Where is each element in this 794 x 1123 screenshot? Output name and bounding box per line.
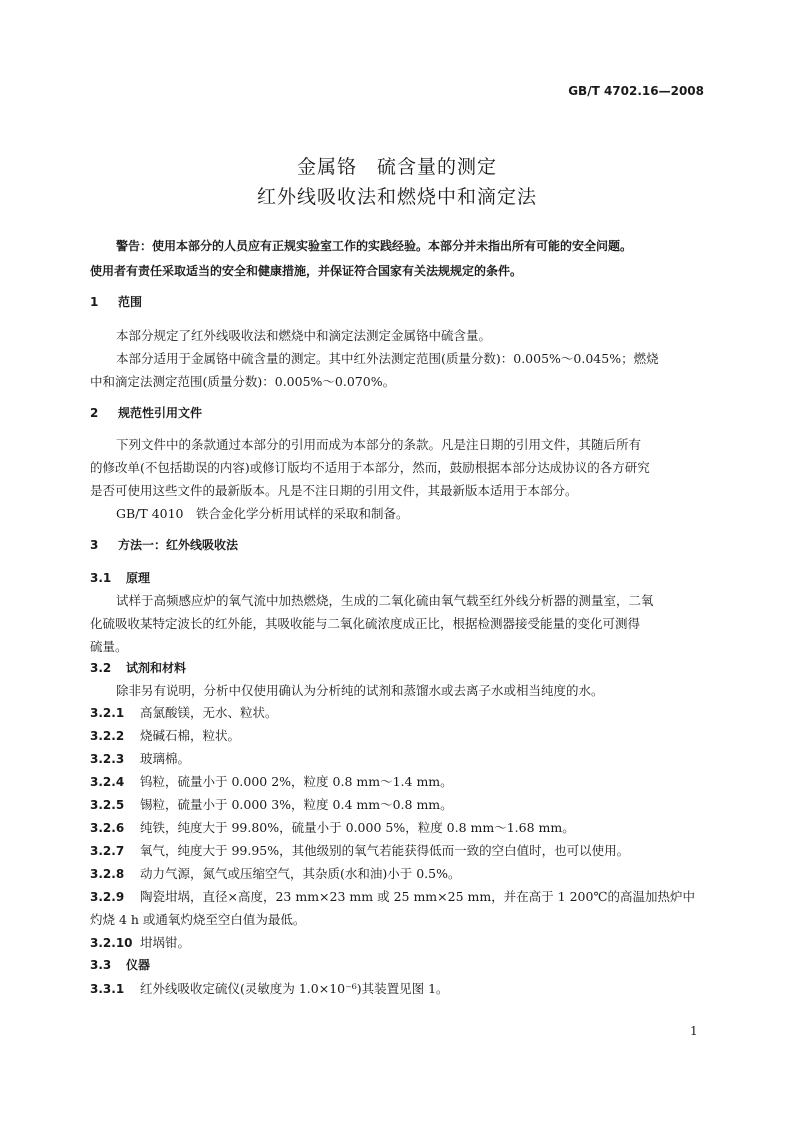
subsection-3-2-heading <box>90 659 186 676</box>
paragraph-cont: 硫量。 <box>90 639 128 654</box>
list-item-cont: 灼烧 4 h 或通氧灼烧至空白值为最低。 <box>90 912 306 927</box>
item-text: 氧气，纯度大于 99.95%，其他级别的氧气若能获得低而一致的空白值时，也可以使用。 <box>140 843 630 858</box>
list-item <box>90 795 453 813</box>
list-item <box>90 703 278 721</box>
section-number: 1 <box>90 295 99 309</box>
item-text: 钨粒，硫量小于 0.000 2%，粒度 0.8 mm～1.4 mm。 <box>140 774 453 789</box>
item-number: 3.2.4 <box>90 775 125 789</box>
item-text: 动力气源，氮气或压缩空气，其杂质(水和油)小于 0.5%。 <box>140 866 461 881</box>
paragraph: 试样于高频感应炉的氧气流中加热燃烧，生成的二氧化硫由氧气载至红外线分析器的测量室，二氧 <box>116 593 654 608</box>
warning-line2: 使用者有责任采取适当的安全和健康措施，并保证符合国家有关法规规定的条件。 <box>90 264 523 278</box>
document-title-line2: 红外线吸收法和燃烧中和滴定法 <box>256 186 537 208</box>
section-title: 仪器 <box>126 958 151 972</box>
list-item <box>90 841 629 859</box>
page-number: 1 <box>690 1024 698 1038</box>
list-item <box>90 749 190 767</box>
list-item <box>90 818 575 836</box>
section-title: 范围 <box>118 295 143 309</box>
subsection-3-1-heading <box>90 569 150 586</box>
section-2-heading <box>90 404 202 421</box>
warning-line1: 警告：使用本部分的人员应有正规实验室工作的实践经验。本部分并未指出所有可能的安全问题。 <box>116 239 633 253</box>
paragraph-cont: 中和滴定法测定范围(质量分数)：0.005%～0.070%。 <box>90 374 396 389</box>
item-number: 3.2.3 <box>90 752 125 766</box>
paragraph-cont: 化硫吸收某特定波长的红外能，其吸收能与二氧化硫浓度成正比，根据检测器接受能量的变化可测得 <box>90 616 641 631</box>
paragraph: 本部分规定了红外线吸收法和燃烧中和滴定法测定金属铬中硫含量。 <box>116 328 492 343</box>
list-item <box>90 979 449 997</box>
item-number: 3.2.7 <box>90 844 125 858</box>
section-number: 3.3 <box>90 958 112 972</box>
paragraph-cont: 的修改单(不包括勘误的内容)或修订版均不适用于本部分，然而，鼓励根据本部分达成协议的各方研究 <box>90 460 650 475</box>
subsection-3-3-heading <box>90 956 150 973</box>
paragraph-cont: 是否可使用这些文件的最新版本。凡是不注日期的引用文件，其最新版本适用于本部分。 <box>90 483 578 498</box>
item-number: 3.3.1 <box>90 982 125 996</box>
section-3-heading <box>90 536 238 553</box>
item-number: 3.2.9 <box>90 890 125 904</box>
section-number: 3 <box>90 538 99 552</box>
item-text: 陶瓷坩埚，直径×高度，23 mm×23 mm 或 25 mm×25 mm，并在高于 1 200℃的高温加热炉中 <box>140 889 695 904</box>
paragraph: 下列文件中的条款通过本部分的引用而成为本部分的条款。凡是注日期的引用文件，其随后所有 <box>116 437 642 452</box>
list-item <box>90 887 695 905</box>
item-number: 3.2.10 <box>90 936 133 950</box>
section-number: 2 <box>90 406 99 420</box>
section-number: 3.1 <box>90 571 112 585</box>
item-number: 3.2.8 <box>90 867 125 881</box>
item-text: 坩埚钳。 <box>140 935 191 950</box>
standard-number: GB/T 4702.16—2008 <box>568 84 704 98</box>
item-number: 3.2.5 <box>90 798 125 812</box>
normative-reference: GB/T 4010 铁合金化学分析用试样的采取和制备。 <box>116 506 409 521</box>
section-title: 试剂和材料 <box>126 661 187 675</box>
list-item <box>90 726 240 744</box>
item-number: 3.2.2 <box>90 729 125 743</box>
document-title-line1: 金属铬 硫含量的测定 <box>296 156 497 178</box>
item-text: 玻璃棉。 <box>140 751 191 766</box>
paragraph: 本部分适用于金属铬中硫含量的测定。其中红外法测定范围(质量分数)：0.005%～0.045%；燃烧 <box>116 351 659 366</box>
item-text: 高氯酸镁，无水、粒状。 <box>140 705 278 720</box>
section-title: 方法一：红外线吸收法 <box>118 538 239 552</box>
section-number: 3.2 <box>90 661 112 675</box>
section-title: 规范性引用文件 <box>118 406 203 420</box>
item-text: 红外线吸收定硫仪(灵敏度为 1.0×10⁻⁶)其装置见图 1。 <box>140 981 449 996</box>
item-number: 3.2.1 <box>90 706 125 720</box>
item-text: 锡粒，硫量小于 0.000 3%，粒度 0.4 mm～0.8 mm。 <box>140 797 453 812</box>
section-title: 原理 <box>126 571 151 585</box>
item-text: 烧碱石棉，粒状。 <box>140 728 241 743</box>
item-text: 纯铁，纯度大于 99.80%，硫量小于 0.000 5%，粒度 0.8 mm～1.68 mm。 <box>140 820 575 835</box>
section-1-heading <box>90 293 142 310</box>
list-item <box>90 864 460 882</box>
item-number: 3.2.6 <box>90 821 125 835</box>
paragraph: 除非另有说明，分析中仅使用确认为分析纯的试剂和蒸馏水或去离子水或相当纯度的水。 <box>116 683 604 698</box>
list-item <box>90 772 453 790</box>
list-item <box>90 933 190 951</box>
